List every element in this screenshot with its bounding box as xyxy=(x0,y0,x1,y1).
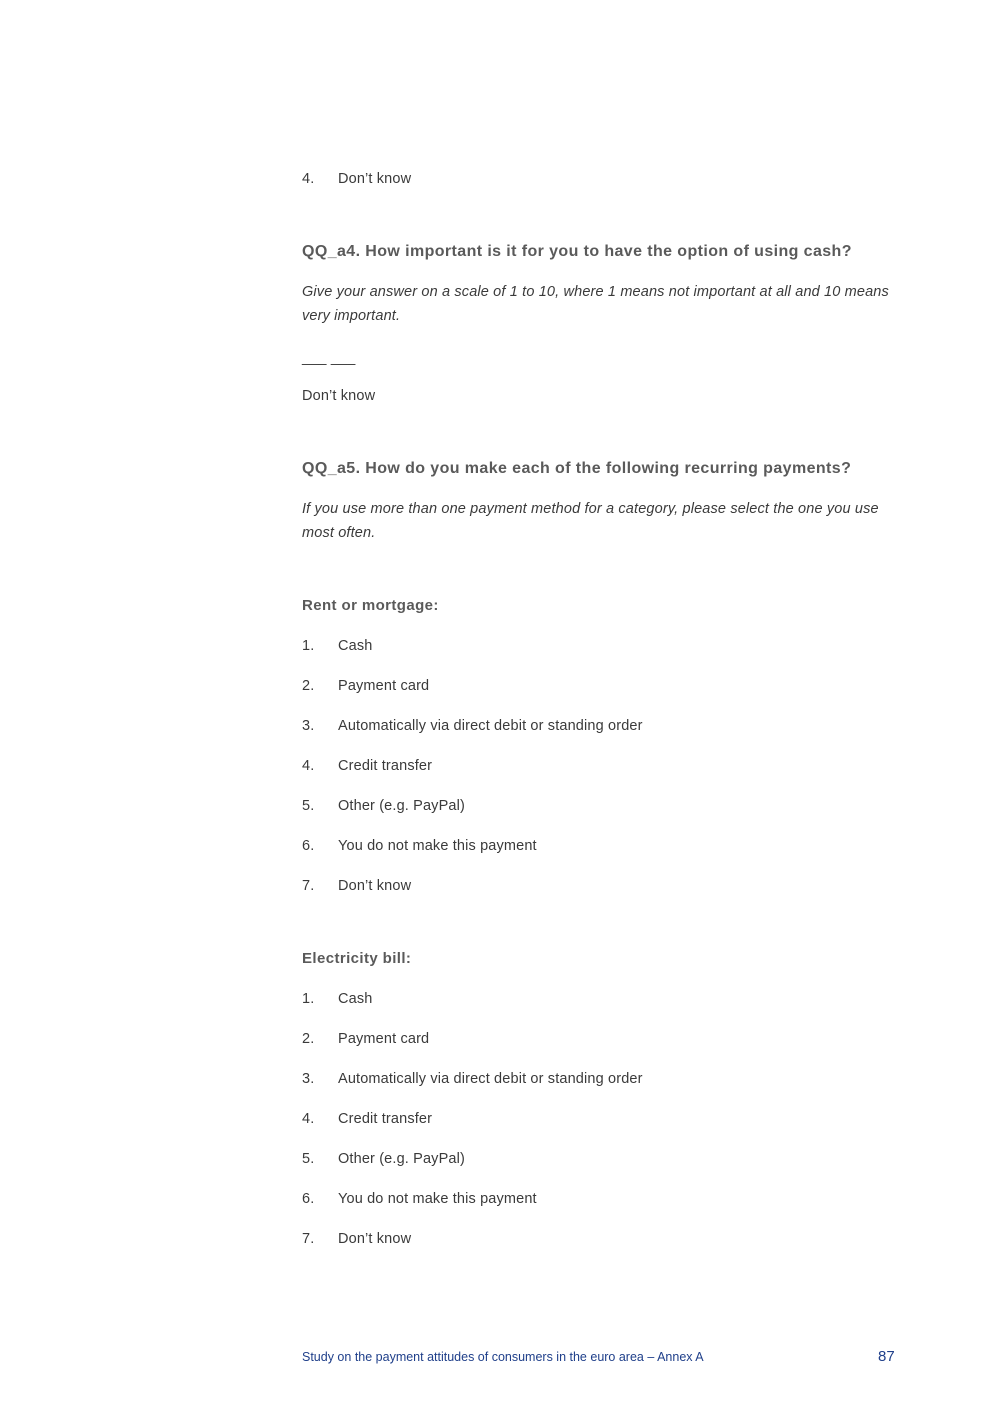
page-number: 87 xyxy=(878,1348,895,1365)
option-label: Automatically via direct debit or standing order xyxy=(338,1071,643,1087)
option-number: 7. xyxy=(302,1231,315,1247)
option-number: 2. xyxy=(302,678,315,694)
option-label: Credit transfer xyxy=(338,1111,433,1127)
option-number: 2. xyxy=(302,1031,315,1047)
option-number: 5. xyxy=(302,798,315,814)
question-title-qa5: QQ_a5. How do you make each of the following recurring payments? xyxy=(302,460,852,477)
option-label: Don’t know xyxy=(338,1231,412,1247)
footer-title: Study on the payment attitudes of consumers in the euro area – Annex A xyxy=(302,1350,704,1364)
option-number: 1. xyxy=(302,991,315,1007)
list-item-label: Don’t know xyxy=(338,171,412,187)
answer-blank: ___ ___ xyxy=(302,350,356,366)
option-label: You do not make this payment xyxy=(338,838,537,854)
option-number: 4. xyxy=(302,758,315,774)
option-number: 6. xyxy=(302,1191,315,1207)
option-number: 4. xyxy=(302,1111,315,1127)
question-instruction-qa4: Give your answer on a scale of 1 to 10, where 1 means not important at all and 10 means very important. xyxy=(302,284,889,324)
option-label: Payment card xyxy=(338,678,430,694)
option-label: Automatically via direct debit or standing order xyxy=(338,718,643,734)
option-label: Don’t know xyxy=(338,878,412,894)
list-item-number: 4. xyxy=(302,171,315,187)
dont-know-option: Don’t know xyxy=(302,388,376,404)
section-title-electricity: Electricity bill: xyxy=(302,950,412,967)
option-label: Credit transfer xyxy=(338,758,433,774)
option-label: You do not make this payment xyxy=(338,1191,537,1207)
option-number: 6. xyxy=(302,838,315,854)
option-label: Payment card xyxy=(338,1031,430,1047)
option-number: 1. xyxy=(302,638,315,654)
question-title-qa4: QQ_a4. How important is it for you to have the option of using cash? xyxy=(302,243,852,260)
section-title-rent: Rent or mortgage: xyxy=(302,597,439,614)
question-instruction-qa5: If you use more than one payment method for a category, please select the one you use most often. xyxy=(302,501,879,541)
option-number: 3. xyxy=(302,718,315,734)
option-label: Cash xyxy=(338,991,373,1007)
option-label: Other (e.g. PayPal) xyxy=(338,1151,465,1167)
option-number: 7. xyxy=(302,878,315,894)
option-label: Cash xyxy=(338,638,373,654)
option-label: Other (e.g. PayPal) xyxy=(338,798,465,814)
option-number: 3. xyxy=(302,1071,315,1087)
option-number: 5. xyxy=(302,1151,315,1167)
